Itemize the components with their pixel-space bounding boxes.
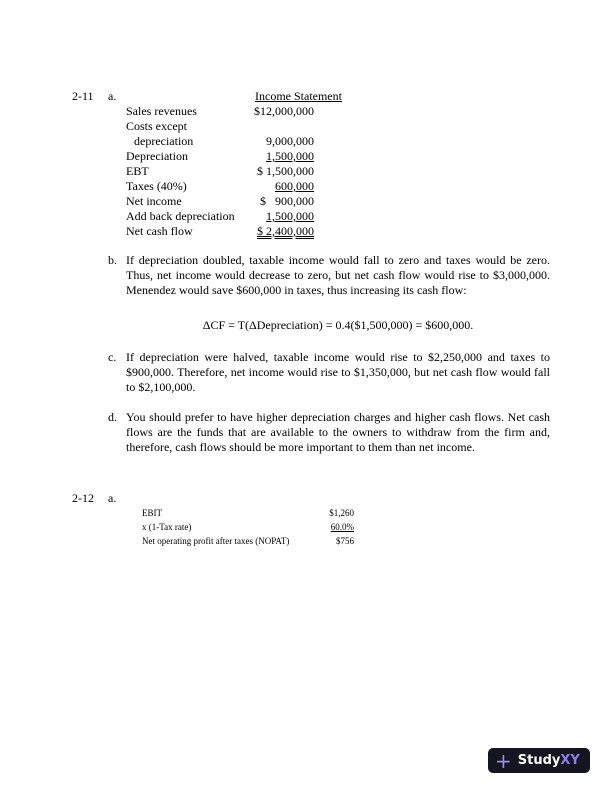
table-row [126,209,314,224]
table-row [126,179,314,194]
nopat-table [142,506,354,548]
table-row [126,134,314,149]
row-label: EBIT [142,508,162,518]
table-row [126,149,314,164]
row-label: Depreciation [126,149,188,163]
income-statement [126,89,342,239]
part-content [126,89,550,239]
part-content [126,410,550,455]
row-label: depreciation [134,134,194,148]
part-content [126,491,550,548]
row-label: Add back depreciation [126,209,235,223]
part-d [108,410,586,455]
paragraph-d: You should prefer to have higher depreciation charges and higher cash flows. Net cash flows are the funds that are available to the owners to withdraw from the firm and, therefore, cash flows should be more important to them than net income. [126,410,550,454]
problem-number: 2-12 [72,491,94,505]
row-value: $ 1,500,000 [257,164,314,178]
table-row [126,164,314,179]
row-label: Sales revenues [126,104,197,118]
part-label: d. [108,410,117,424]
problem-2-12 [72,491,612,548]
table-row [142,534,354,548]
problem-body [108,89,586,455]
table-row [126,104,314,119]
row-label: Net income [126,194,182,208]
row-value: 600,000 [275,179,314,193]
part-content [126,350,550,395]
paragraph-b: If depreciation doubled, taxable income would fall to zero and taxes would be zero. Thus, net income would decrease to zero, but net cash flow would rise to $3,000,000. Menendez would save $600,000 in taxes, thus increasing its cash flow: [126,253,550,297]
row-label: Costs except [126,119,187,133]
part-a [108,89,586,239]
row-value: 60.0% [330,522,354,532]
part-c [108,350,586,395]
part-label: b. [108,253,117,267]
row-value: 1,500,000 [266,149,314,163]
table-row [126,194,314,209]
row-value: 1,500,000 [266,209,314,223]
row-value: $756 [336,536,354,546]
part-b [108,253,586,333]
problem-2-11 [72,89,612,455]
paragraph-c: If depreciation were halved, taxable income would rise to $2,250,000 and taxes to $900,000. Therefore, net income would rise to $1,350,000, but net cash flow would fall to $2,100,000. [126,350,550,394]
part-a [108,491,586,548]
income-statement-header: Income Statement [255,89,342,103]
row-value: $ 2,400,000 [257,224,314,238]
row-label: Net cash flow [126,224,193,238]
row-label: Net operating profit after taxes (NOPAT) [142,536,290,546]
brand-accent: XY [560,753,580,768]
problem-body [108,491,586,548]
row-label: Taxes (40%) [126,179,187,193]
table-row [142,506,354,520]
part-label: c. [108,350,117,364]
table-row [126,224,314,239]
problem-number: 2-11 [72,89,94,103]
part-label: a. [108,491,117,505]
row-value: $12,000,000 [254,104,314,118]
studyxy-watermark [488,748,590,773]
row-value: $1,260 [329,508,354,518]
table-row [142,520,354,534]
table-row [126,119,314,134]
part-content [126,253,550,333]
row-label: x (1-Tax rate) [142,522,192,532]
equation: ΔCF = T(ΔDepreciation) = 0.4($1,500,000) = $600,000. [202,318,474,332]
row-value: 9,000,000 [266,134,314,148]
part-label: a. [108,89,117,103]
row-label: EBT [126,164,149,178]
brand-text: Study [517,753,561,768]
plus-icon: + [495,748,512,773]
row-value: $ 900,000 [260,194,314,208]
